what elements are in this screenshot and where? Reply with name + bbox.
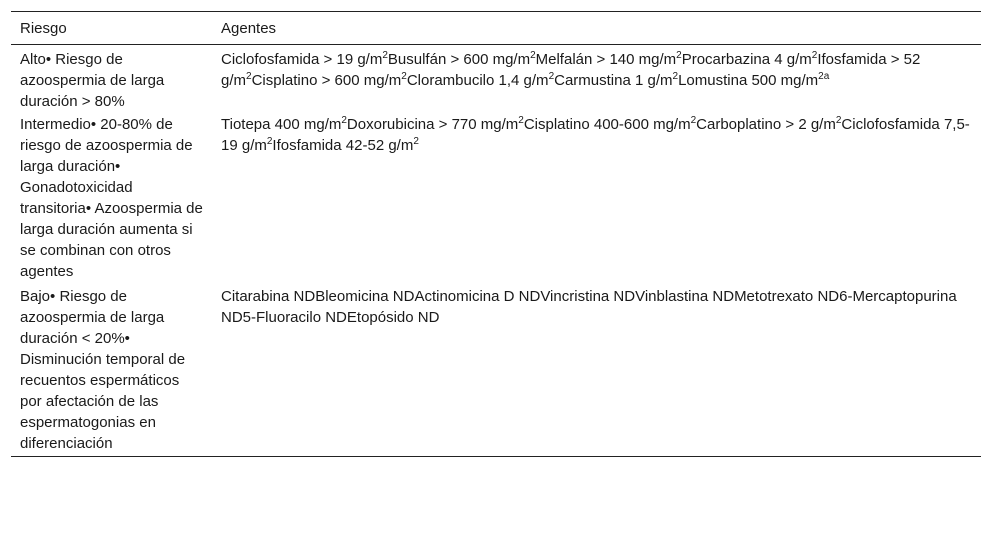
agent-name: Carboplatino	[696, 116, 782, 133]
agent-entry	[682, 51, 818, 68]
agent-dose: 400-600 mg/m	[593, 116, 691, 133]
agent-dose: ND	[613, 288, 636, 305]
agent-name: Metotrexato	[734, 288, 814, 305]
agent-dose: ND	[518, 288, 541, 305]
agent-dose-exponent: 2	[401, 71, 407, 82]
agent-entry	[536, 51, 682, 68]
agent-name: Etopósido	[346, 309, 414, 326]
agent-dose-exponent: 2	[690, 115, 697, 126]
agent-dose: > 52 g/m	[221, 51, 921, 89]
agent-name: Actinomicina D	[414, 288, 515, 305]
agent-dose-exponent: 2	[811, 50, 818, 61]
risk-level-cell: Bajo• Riesgo de azoospermia de larga duración < 20%• Disminución temporal de recuentos espermáticos por afectación de las espermatogonias en diferenciación	[20, 288, 186, 452]
agent-name: Bleomicina	[315, 288, 389, 305]
agents-cell	[212, 45, 981, 113]
agent-name: 6-Mercaptopurina	[839, 288, 957, 305]
agent-entry	[315, 288, 414, 305]
agent-dose-exponent: 2	[676, 50, 682, 61]
agent-dose-exponent: 2	[518, 115, 524, 126]
agent-dose: 7,5-19 g/m	[221, 116, 970, 154]
agent-dose-exponent: 2	[530, 50, 536, 61]
agent-dose-exponent: 2	[266, 136, 273, 147]
agent-dose: ND	[817, 288, 840, 305]
agent-dose: > 19 g/m	[323, 51, 383, 68]
agent-dose: ND	[712, 288, 735, 305]
agent-dose: 500 mg/m	[751, 72, 819, 89]
agent-name: Lomustina	[678, 72, 748, 89]
agent-entry	[414, 288, 540, 305]
agent-entry	[347, 309, 440, 326]
agent-entry	[407, 72, 554, 89]
agent-dose-exponent: 2	[246, 71, 252, 82]
agent-name: Procarbazina	[681, 51, 771, 68]
agent-dose: ND	[293, 288, 316, 305]
table-row	[11, 282, 981, 457]
table-row	[11, 112, 981, 282]
agent-dose: > 140 mg/m	[596, 51, 677, 68]
header-riesgo: Riesgo	[20, 20, 67, 37]
risk-level-cell: Intermedio• 20-80% de riesgo de azoospermia de larga duración• Gonadotoxicidad transitoria• Azoospermia de larga duración aumenta si se combinan con otros agentes	[20, 116, 203, 280]
agent-dose-exponent: 2	[382, 50, 388, 61]
agent-dose: > 2 g/m	[785, 116, 836, 133]
agent-entry	[635, 288, 734, 305]
agent-entry	[678, 72, 829, 89]
agent-name: Cisplatino	[251, 72, 318, 89]
agent-dose-exponent: 2	[341, 115, 347, 126]
risk-level-cell: Alto• Riesgo de azoospermia de larga duración > 80%	[20, 51, 165, 110]
agent-entry	[252, 72, 407, 89]
agent-dose: 1 g/m	[635, 72, 673, 89]
agent-entry	[540, 288, 635, 305]
table-header-row	[11, 12, 981, 45]
agent-dose: ND	[221, 309, 243, 326]
agent-name: Ifosfamida	[817, 51, 887, 68]
agent-dose: ND	[392, 288, 415, 305]
table-row	[11, 45, 981, 113]
agent-entry	[243, 309, 347, 326]
agent-name: 5-Fluoracilo	[242, 309, 322, 326]
agent-dose: > 600 mg/m	[321, 72, 402, 89]
agent-name: Ciclofosfamida	[841, 116, 940, 133]
agents-cell	[212, 282, 981, 457]
agent-entry	[221, 116, 347, 133]
agent-dose-exponent: 2	[672, 71, 679, 82]
agent-name: Ifosfamida	[272, 137, 342, 154]
agents-cell	[212, 112, 981, 282]
agent-dose: > 770 mg/m	[438, 116, 519, 133]
agent-entry	[696, 116, 841, 133]
agent-dose: 400 mg/m	[274, 116, 342, 133]
agent-entry	[347, 116, 524, 133]
agent-name: Melfalán	[535, 51, 593, 68]
agent-entry	[734, 288, 839, 305]
agent-dose-exponent: 2a	[818, 71, 830, 82]
agent-dose: ND	[417, 309, 440, 326]
agent-name: Cisplatino	[523, 116, 590, 133]
agent-name: Vincristina	[540, 288, 610, 305]
agent-dose: 4 g/m	[774, 51, 812, 68]
agent-entry	[524, 116, 696, 133]
agent-entry	[221, 51, 388, 68]
agent-name: Citarabina	[221, 288, 290, 305]
agent-dose: 1,4 g/m	[498, 72, 549, 89]
agent-dose: ND	[325, 309, 347, 326]
risk-table-container	[11, 11, 981, 457]
agent-dose-exponent: 2	[835, 115, 842, 126]
agent-entry	[388, 51, 536, 68]
header-agentes: Agentes	[221, 20, 277, 37]
agent-name: Tiotepa	[221, 116, 271, 133]
agent-dose-exponent: 2	[413, 136, 419, 147]
risk-agents-table	[11, 11, 981, 457]
agent-dose-exponent: 2	[548, 71, 555, 82]
agent-entry	[554, 72, 678, 89]
agent-dose: 42-52 g/m	[345, 137, 414, 154]
agent-name: Ciclofosfamida	[221, 51, 320, 68]
agent-name: Doxorubicina	[346, 116, 435, 133]
agent-name: Vinblastina	[635, 288, 709, 305]
agent-entry	[221, 288, 315, 305]
agent-dose: > 600 mg/m	[450, 51, 531, 68]
agent-name: Busulfán	[387, 51, 447, 68]
agent-name: Carmustina	[554, 72, 631, 89]
agent-entry	[272, 137, 418, 154]
agent-name: Clorambucilo	[406, 72, 495, 89]
